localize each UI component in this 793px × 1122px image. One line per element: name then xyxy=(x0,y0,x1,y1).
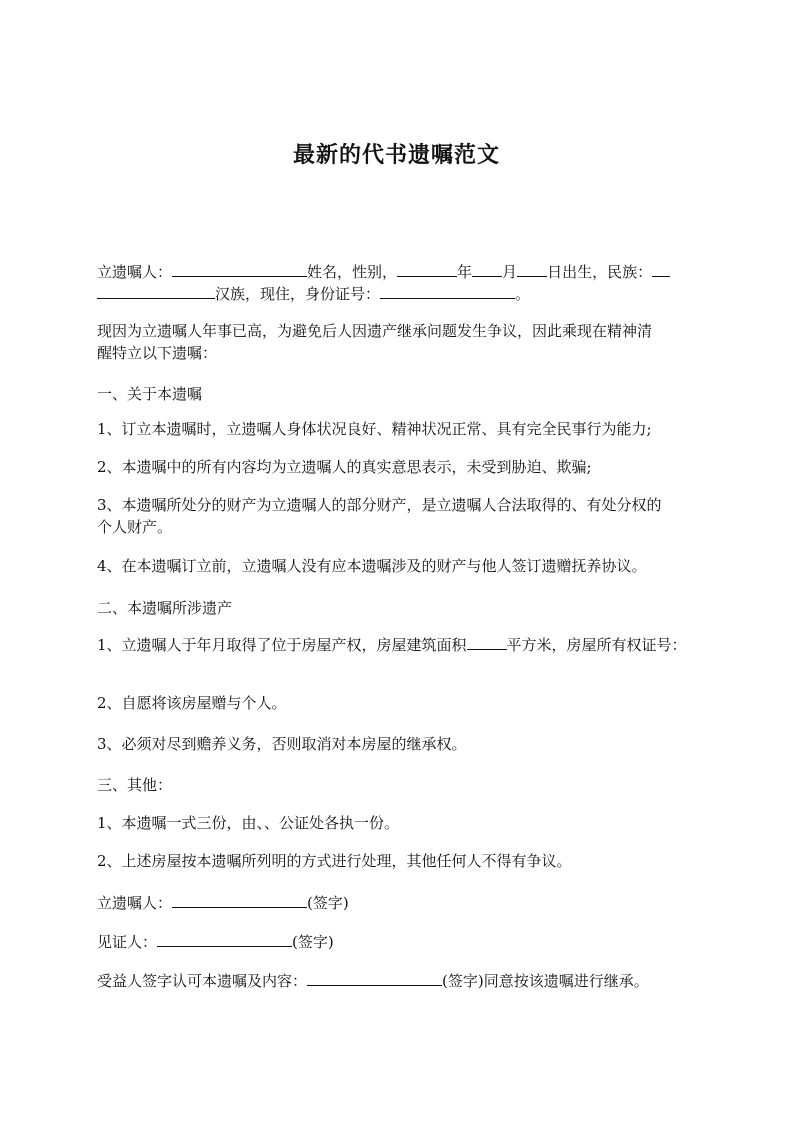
section3-heading: 三、其他： xyxy=(97,776,173,794)
year-blank xyxy=(397,261,457,277)
testator-signature-line xyxy=(97,892,717,914)
section2-item-1 xyxy=(97,634,717,656)
intro-end-mark: 。 xyxy=(515,285,531,303)
testator-label: 立遗嘱人： xyxy=(97,263,173,281)
section1-item-2: 2、本遗嘱中的所有内容均为立遗嘱人的真实意思表示，未受到胁迫、欺骗; xyxy=(97,458,592,476)
month-text: 月 xyxy=(502,263,518,281)
beneficiary-signature-line xyxy=(97,970,717,992)
reason-line-2: 醒特立以下遗嘱： xyxy=(97,344,218,362)
beneficiary-signature-suffix: (签字)同意按该遗嘱进行继承。 xyxy=(442,972,649,990)
residence-id-text: 汉族，现住，身份证号： xyxy=(215,285,381,303)
month-blank xyxy=(472,261,502,277)
intro-line-2 xyxy=(97,283,717,305)
year-text: 年 xyxy=(457,263,473,281)
section2-item-2: 2、自愿将该房屋赠与个人。 xyxy=(97,694,287,712)
witness-signature-label: 见证人： xyxy=(97,933,158,951)
property-text: 1、立遗嘱人于年月取得了位于房屋产权，房屋建筑面积 xyxy=(97,636,467,654)
section3-item-1: 1、本遗嘱一式三份，由、、公证处各执一份。 xyxy=(97,814,400,832)
beneficiary-signature-label: 受益人签字认可本遗嘱及内容： xyxy=(97,972,308,990)
name-blank xyxy=(172,261,307,277)
section2-heading: 二、本遗嘱所涉遗产 xyxy=(97,599,233,617)
testator-signature-blank xyxy=(172,892,307,908)
document-title: 最新的代书遗嘱范文 xyxy=(292,143,500,168)
witness-signature-suffix: (签字) xyxy=(292,933,334,951)
reason-line-1: 现因为立遗嘱人年事已高，为避免后人因遗产继承问题发生争议，因此乘现在精神清 xyxy=(97,322,653,340)
testator-signature-label: 立遗嘱人： xyxy=(97,894,173,912)
id-number-blank xyxy=(380,283,515,299)
area-unit-text: 平方米，房屋所有权证号： xyxy=(506,636,687,654)
section1-heading: 一、关于本遗嘱 xyxy=(97,385,203,403)
area-blank xyxy=(467,634,507,650)
intro-line-1 xyxy=(97,261,717,283)
day-blank xyxy=(517,261,547,277)
beneficiary-signature-blank xyxy=(307,970,442,986)
section1-item-3-line-2: 个人财产。 xyxy=(97,518,173,536)
ethnicity-blank xyxy=(652,261,670,277)
section1-item-1: 1、订立本遗嘱时，立遗嘱人身体状况良好、精神状况正常、具有完全民事行为能力; xyxy=(97,420,652,438)
name-gender-text: 姓名，性别， xyxy=(307,263,398,281)
witness-signature-line xyxy=(97,931,717,953)
testator-signature-suffix: (签字) xyxy=(307,894,349,912)
section1-item-4: 4、在本遗嘱订立前，立遗嘱人没有应本遗嘱涉及的财产与他人签订遗赠抚养协议。 xyxy=(97,557,647,575)
witness-signature-blank xyxy=(157,931,292,947)
birth-ethnicity-text: 日出生，民族： xyxy=(547,263,653,281)
section3-item-2: 2、上述房屋按本遗嘱所列明的方式进行处理，其他任何人不得有争议。 xyxy=(97,852,572,870)
section2-item-3: 3、必须对尽到赡养义务，否则取消对本房屋的继承权。 xyxy=(97,735,467,753)
ethnicity-blank-cont xyxy=(97,283,215,299)
section1-item-3-line-1: 3、本遗嘱所处分的财产为立遗嘱人的部分财产，是立遗嘱人合法取得的、有处分权的 xyxy=(97,496,662,514)
